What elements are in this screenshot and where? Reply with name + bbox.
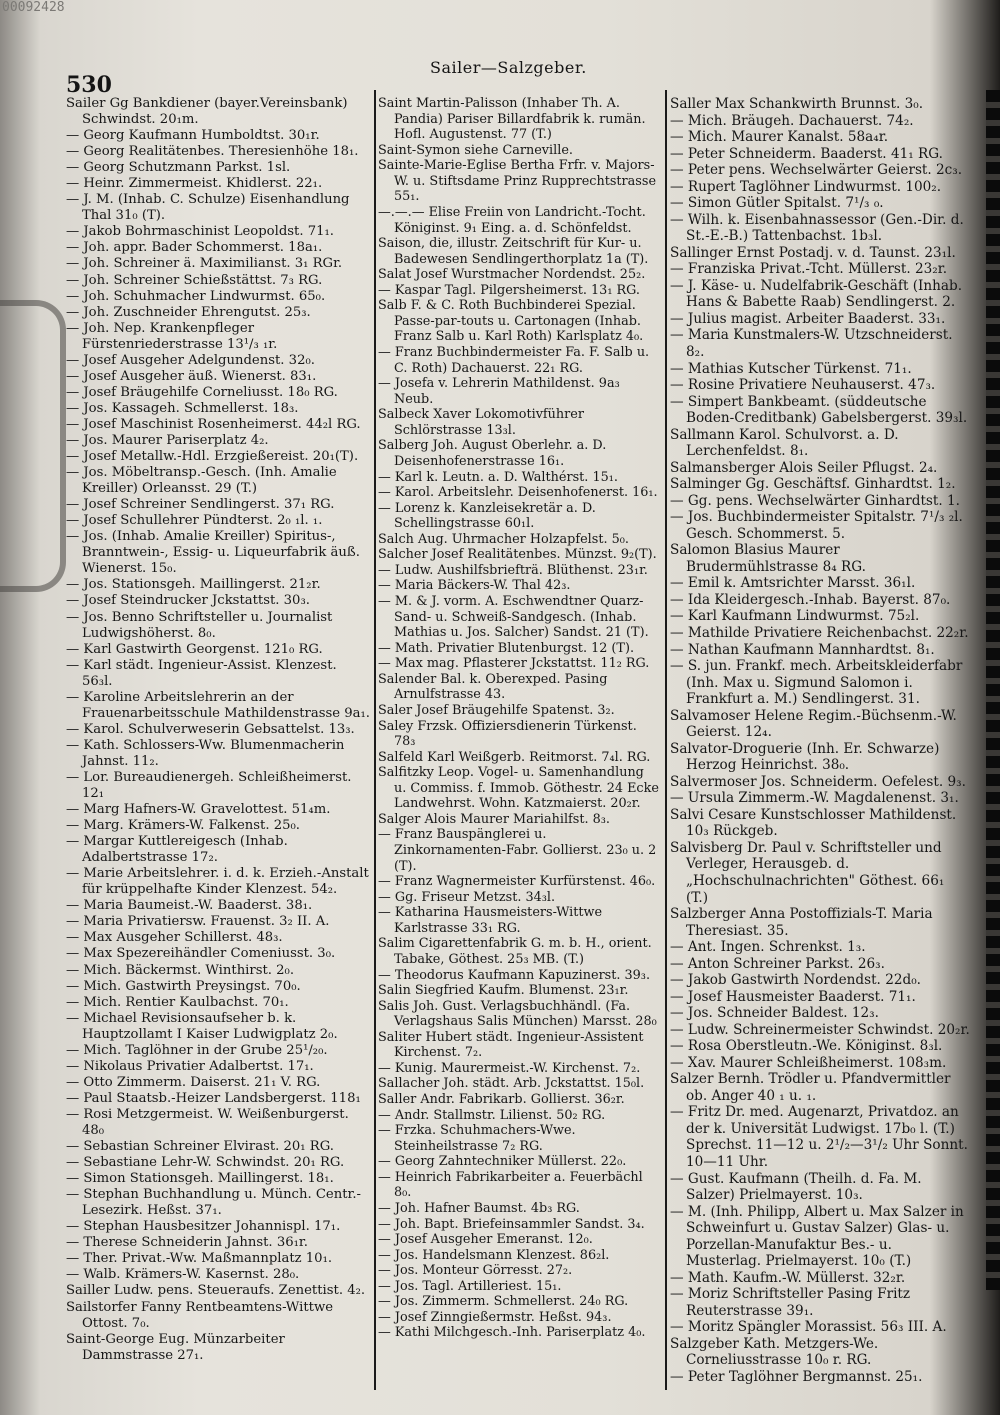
directory-entry: — Gg. pens. Wechselwärter Ginhardtst. 1. [670,492,960,509]
directory-entry: — Marg Hafners-W. Gravelottest. 51₄m. [66,802,331,818]
column-2 [378,96,660,1341]
directory-entry: — Franz Bauspänglerei u. Zinkornamenten-Fabr. Gollierst. 23₀ u. 2 (T). [378,827,657,874]
directory-entry: — Mich. Maurer Kanalst. 58a₄r. [670,129,889,146]
directory-entry: Salvator-Droguerie (Inh. Er. Schwarze) Herzog Heinrichst. 38₀. [670,740,940,774]
directory-entry: — Joh. appr. Bader Schommerst. 18a₁. [66,240,323,256]
directory-entry: Sailler Ludw. pens. Steueraufs. Zenettist. 4₂. [66,1283,366,1299]
directory-entry: — S. jun. Frankf. mech. Arbeitskleiderfabr (Inh. Max u. Sigmund Salomon i. Frankfurt a. M.) Sendlingerst. 31. [670,658,963,708]
directory-entry: Salvermoser Jos. Schneiderm. Oefelest. 9₃. [670,773,966,790]
directory-entry: — Josefa v. Lehrerin Mathildenst. 9a₃ Neub. [378,376,620,407]
directory-entry: — Mich. Rentier Kaulbachst. 70₁. [66,994,289,1010]
directory-entry: Salmansberger Alois Seiler Pflugst. 2₄. [670,459,938,476]
directory-entry: — Ther. Privat.-Ww. Maßmannplatz 10₁. [66,1251,333,1267]
directory-entry: Salbeck Xaver Lokomotivführer Schlörstrasse 13₃l. [378,407,584,438]
directory-entry: — Josef Bräugehilfe Corneliusst. 18₀ RG. [66,384,338,400]
directory-entry: — Jos. (Inhab. Amalie Kreiller) Spiritus-, Branntwein-, Essig- u. Liqueurfabrik äuß. Wienerst. 15₀. [66,529,360,577]
directory-entry: — Joh. Schreiner ä. Maximilianst. 3₁ RGr. [66,256,343,272]
directory-entry: Sallinger Ernst Postadj. v. d. Taunst. 23₁l. [670,244,956,261]
directory-entry: — Rosi Metzgermeist. W. Weißenburgerst. 48₀ [66,1106,349,1138]
directory-entry: — M. (Inh. Philipp, Albert u. Max Salzer in Schweinfurt u. Gustav Salzer) Glas- u. Porzellan-Manufaktur Bes.- u. Musterlag. Prielmayerst. 10₀ (T.) [670,1203,964,1270]
directory-entry: — Wilh. k. Eisenbahnassessor (Gen.-Dir. d. St.-E.-B.) Tattenbachst. 1b₃l. [670,211,964,245]
directory-entry: Salberg Joh. August Oberlehr. a. D. Deisenhofenerstrasse 16₁. [378,438,607,469]
directory-entry: — Jos. Zimmerm. Schmellerst. 24₀ RG. [378,1294,629,1310]
directory-entry: — Paul Staatsb.-Heizer Landsbergerst. 118₁ [66,1090,361,1106]
directory-entry: — Joh. Schreiner Schießstättst. 7₃ RG. [66,272,323,288]
directory-entry: — Anton Schreiner Parkst. 26₃. [670,955,885,972]
directory-entry: — Moriz Schriftsteller Pasing Fritz Reuterstrasse 39₁. [670,1286,911,1319]
directory-entry: — Josef Schreiner Sendlingerst. 37₁ RG. [66,497,335,513]
column-3 [670,96,970,1385]
directory-entry: Saint Martin-Palisson (Inhaber Th. A. Pandia) Pariser Billardfabrik k. rumän. Hofl. Augustenst. 77 (T.) [378,96,646,143]
directory-entry: Salvamoser Helene Regim.-Büchsenm.-W. Geierst. 12₄. [670,707,957,741]
running-head: Sailer—Salzgeber. [430,58,587,77]
directory-entry: — Sebastian Schreiner Elvirast. 20₁ RG. [66,1139,334,1155]
directory-entry: — Sebastiane Lehr-W. Schwindst. 20₁ RG. [66,1155,345,1171]
directory-entry: — Joh. Hafner Baumst. 4b₃ RG. [378,1200,580,1216]
directory-entry: — Joh. Schuhmacher Lindwurmst. 65₀. [66,288,326,304]
directory-entry: — Jos. Kassageh. Schmellerst. 18₃. [66,400,299,416]
directory-entry: — Jakob Gastwirth Nordendst. 22d₀. [670,972,921,989]
directory-entry: Saint-Symon siehe Carneville. [378,142,573,158]
directory-entry: — Jos. Möbeltransp.-Gesch. (Inh. Amalie Kreiller) Orleansst. 29 (T.) [66,465,337,497]
directory-entry: Salis Joh. Gust. Verlagsbuchhändl. (Fa. Verlagshaus Salis München) Marsst. 28₀ [378,998,657,1030]
directory-entry: — Georg Schutzmann Parkst. 1sl. [66,160,291,176]
directory-entry: Saliter Hubert städt. Ingenieur-Assistent Kirchenst. 7₂. [378,1029,644,1061]
directory-entry: Salminger Gg. Geschäftsf. Ginhardtst. 1₂. [670,476,956,493]
directory-entry: — Josef Hausmeister Baaderst. 71₁. [670,988,916,1005]
directory-entry: — Frzka. Schuhmachers-Wwe. Steinheilstrasse 7₂ RG. [378,1123,576,1154]
directory-entry: — Lor. Bureaudienergeh. Schleißheimerst. 12₁ [66,769,352,802]
directory-entry: — Xav. Maurer Schleißheimerst. 108₃m. [670,1054,947,1071]
book-edge-strip [986,90,1000,1290]
directory-entry: — Maria Kunstmalers-W. Utzschneiderst. 8₂. [670,327,953,360]
directory-entry: — Jos. Stationsgeh. Maillingerst. 21₂r. [66,577,321,593]
directory-entry: Salb F. & C. Roth Buchbinderei Spezial. Passe-par-touts u. Cartonagen (Inhab. Franz Salb u. Karl Roth) Karlsplatz 4₀. [378,298,644,345]
directory-entry: Salfeld Karl Weißgerb. Reitmorst. 7₄l. RG. [378,749,651,765]
directory-entry: — Kath. Schlossers-Ww. Blumenmacherin Jahnst. 11₂. [66,737,345,769]
directory-entry: — Karl Kaufmann Lindwurmst. 75₂l. [670,608,920,625]
directory-entry: — Stephan Hausbesitzer Johannispl. 17₁. [66,1219,341,1235]
directory-entry: — Nathan Kaufmann Mannhardtst. 8₁. [670,641,935,658]
directory-entry: — Ursula Zimmerm.-W. Magdalenenst. 3₁. [670,790,959,807]
directory-entry: — Jos. Tagl. Artilleriest. 15₁. [378,1278,562,1294]
directory-entry: — Josef Ausgeher Emeranst. 12₀. [378,1232,593,1248]
directory-entry: — Josef Steindrucker Jckstattst. 30₃. [66,593,310,609]
directory-entry: — Jos. Benno Schriftsteller u. Journalist Ludwigshöherst. 8₀. [66,609,333,641]
directory-entry: — Marg. Krämers-W. Falkenst. 25₀. [66,818,300,834]
directory-entry: — Gust. Kaufmann (Theilh. d. Fa. M. Salzer) Prielmayerst. 10₃. [670,1170,922,1204]
directory-entry: Saler Josef Bräugehilfe Spatenst. 3₂. [378,702,615,718]
directory-entry: Saison, die, illustr. Zeitschrift für Kur- u. Badewesen Sendlingerthorplatz 1a (T). [378,236,649,267]
directory-entry: — Karl k. Leutn. a. D. Walthérst. 15₁. [378,469,618,485]
directory-entry: — Karol. Schulverweserin Gebsattelst. 13₃. [66,721,355,737]
column-rule-2 [665,90,667,1390]
directory-entry: — Peter Taglöhner Bergmannst. 25₁. [670,1368,923,1385]
directory-entry: Salim Cigarettenfabrik G. m. b. H., orient. Tabake, Göthest. 25₃ MB. (T.) [378,936,652,967]
directory-entry: — Simon Stationsgeh. Maillingerst. 18₁. [66,1171,334,1187]
directory-entry: Sallmann Karol. Schulvorst. a. D. Lerchenfeldst. 8₁. [670,426,899,460]
directory-entry: — Fritz Dr. med. Augenarzt, Privatdoz. an der k. Universität Ludwigst. 17b₀ l. (T.) Sprechst. 11—12 u. 2¹/₂—3¹/₂ Uhr Sonnt. 10—11 Uhr. [670,1104,968,1170]
directory-entry: — Simpert Bankbeamt. (süddeutsche Boden-Creditbank) Gabelsbergerst. 39₃l. [670,393,968,427]
directory-entry: — Karl städt. Ingenieur-Assist. Klenzest. 56₃l. [66,657,337,689]
directory-entry: — Heinrich Fabrikarbeiter a. Feuerbächl 8₀. [378,1169,643,1201]
directory-entry: — Joh. Zuschneider Ehrengutst. 25₃. [66,304,311,320]
directory-entry: — Andr. Stallmstr. Lilienst. 50₂ RG. [378,1107,606,1123]
directory-entry: — Moritz Spängler Morassist. 56₃ III. A. [670,1319,947,1336]
directory-entry: — J. M. (Inhab. C. Schulze) Eisenhandlung Thal 31₀ (T). [66,192,350,224]
directory-entry: — Peter pens. Wechselwärter Geierst. 2c₃. [670,162,963,179]
directory-entry: Salzberger Anna Postoffizials-T. Maria Theresiast. 35. [670,906,933,939]
directory-entry: Salzgeber Kath. Metzgers-We. Corneliusstrasse 10₀ r. RG. [670,1335,879,1369]
directory-entry: — Georg Zahntechniker Müllerst. 22₀. [378,1154,627,1170]
directory-entry: — Theodorus Kaufmann Kapuzinerst. 39₃. [378,967,651,983]
directory-entry: Sailer Gg Bankdiener (bayer.Vereinsbank) Schwindst. 20₁m. [66,96,348,128]
directory-entry: — Mich. Bäckermst. Winthirst. 2₀. [66,962,295,978]
directory-entry: — Katharina Hausmeisters-Wittwe Karlstrasse 33₁ RG. [378,905,603,936]
directory-entry: Salch Aug. Uhrmacher Holzapfelst. 5₀. [378,531,629,547]
directory-entry: Sallacher Joh. städt. Arb. Jckstattst. 15₀l. [378,1076,645,1092]
directory-entry: Saller Andr. Fabrikarb. Gollierst. 36₂r. [378,1092,625,1107]
page-number: 530 [66,72,112,98]
directory-entry: Salin Siegfried Kaufm. Blumenst. 23₁r. [378,983,629,999]
directory-entry: Sailstorfer Fanny Rentbeamtens-Wittwe Ottost. 7₀. [66,1299,334,1331]
directory-entry: — Mich. Taglöhner in der Grube 25¹/₂₀. [66,1042,328,1058]
directory-entry: — Lorenz k. Kanzleisekretär a. D. Schellingstrasse 60₁l. [378,500,596,532]
directory-entry: — Josef Schullehrer Pündterst. 2₀ ₁l. ₁. [66,513,323,529]
directory-entry: Salfitzky Leop. Vogel- u. Samenhandlung u. Commiss. f. Immob. Göthestr. 24 Ecke Landwehrst. Wohn. Katzmaierst. 20₂r. [378,765,659,812]
directory-entry: Salender Bal. k. Oberexped. Pasing Arnulfstrasse 43. [378,671,608,703]
directory-entry: — Emil k. Amtsrichter Marsst. 36₁l. [670,575,916,592]
directory-entry: — Ludw. Aushilfsbriefträ. Blüthenst. 23₁r. [378,562,648,578]
directory-entry: Salzer Bernh. Trödler u. Pfandvermittler ob. Anger 40 ₁ u. ₁. [670,1071,951,1104]
directory-entry: — Jos. Monteur Görresst. 27₂. [378,1263,573,1279]
directory-entry: — Karl Gastwirth Georgenst. 121₀ RG. [66,641,323,657]
directory-entry: — M. & J. vorm. A. Eschwendtner Quarz-Sand- u. Schweiß-Sandgesch. (Inhab. Mathias u. Jos. Salcher) Sandst. 21 (T). [378,594,649,641]
directory-entry: — Franz Buchbindermeister Fa. F. Salb u. C. Roth) Dachauerst. 22₁ RG. [378,345,650,376]
directory-entry: — Max Ausgeher Schillerst. 48₃. [66,930,283,946]
directory-entry: — Jakob Bohrmaschinist Leopoldst. 71₁. [66,224,334,240]
directory-entry: — Maria Privatiersw. Frauenst. 3₂ II. A. [66,914,330,930]
directory-entry: — Maria Baumeist.-W. Baaderst. 38₁. [66,898,313,914]
directory-entry: — Josef Maschinist Rosenheimerst. 44₂l RG. [66,416,361,432]
directory-entry: Salcher Josef Realitätenbes. Münzst. 9₂(T). [378,547,657,563]
directory-entry: — Georg Realitätenbes. Theresienhöhe 18₁. [66,144,359,160]
directory-entry: — Karoline Arbeitslehrerin an der Frauenarbeitsschule Mathildenstrasse 9a₁. [66,689,370,721]
directory-entry: — Max Spezereihändler Comeniusst. 3₀. [66,946,336,962]
directory-entry: Saley Frzsk. Offiziersdienerin Türkenst. 78₃ [378,718,637,750]
directory-entry: — Joh. Bapt. Briefeinsammler Sandst. 3₄. [378,1216,645,1232]
directory-entry: — Kunig. Maurermeist.-W. Kirchenst. 7₂. [378,1060,641,1076]
directory-entry: — Josef Ausgeher äuß. Wienerst. 83₁. [66,368,317,384]
directory-entry: — Franziska Privat.-Tcht. Müllerst. 23₂r. [670,261,948,278]
binder-clip-shadow [0,300,66,592]
directory-entry: — Mich. Gastwirth Preysingst. 70₀. [66,978,301,994]
directory-entry: — Simon Gütler Spitalst. 7¹/₃ ₀. [670,195,884,212]
directory-entry: — Kaspar Tagl. Pilgersheimerst. 13₁ RG. [378,282,640,298]
directory-entry: — Margar Kuttlereigesch (Inhab. Adalbertstrasse 17₂. [66,834,288,866]
directory-entry: — Nikolaus Privatier Adalbertst. 17₁. [66,1058,314,1074]
directory-entry: — Julius magist. Arbeiter Baaderst. 33₁. [670,310,946,327]
column-rule-1 [374,90,376,1390]
directory-entry: — Maria Bäckers-W. Thal 42₃. [378,578,571,594]
directory-entry: — Jos. Handelsmann Klenzest. 86₂l. [378,1247,610,1263]
directory-entry: Saller Max Schankwirth Brunnst. 3₀. [670,96,924,112]
directory-entry: — Jos. Maurer Pariserplatz 4₂. [66,432,269,448]
directory-entry: Salomon Blasius Maurer Brudermühlstrasse 8₄ RG. [670,542,866,575]
directory-entry: Sainte-Marie-Eglise Bertha Frfr. v. Majors-W. u. Stiftsdame Prinz Rupprechtstrasse 55₁. [378,158,657,205]
directory-entry: — Ant. Ingen. Schrenkst. 1₃. [670,939,866,956]
directory-entry: — Math. Kaufm.-W. Müllerst. 32₂r. [670,1269,906,1286]
directory-entry: Salger Alois Maurer Mariahilfst. 8₃. [378,811,610,827]
directory-entry: — Peter Schneiderm. Baaderst. 41₁ RG. [670,145,943,162]
directory-entry: — Josef Zinngießermstr. Heßst. 94₃. [378,1309,612,1325]
scan-id: 00092428 [2,0,65,15]
directory-entry: — Max mag. Pflasterer Jckstattst. 11₂ RG. [378,656,650,672]
directory-entry: — Heinr. Zimmermeist. Khidlerst. 22₁. [66,176,323,192]
directory-entry: — Otto Zimmerm. Daiserst. 21₁ V. RG. [66,1074,321,1090]
directory-entry: — Rosa Oberstleutn.-We. Königinst. 8₃l. [670,1038,943,1055]
directory-entry: — Gg. Friseur Metzst. 34₃l. [378,889,556,905]
directory-entry: — Joh. Nep. Krankenpfleger Fürstenriederstrasse 13¹/₃ ₁r. [66,320,278,352]
directory-entry: Salvisberg Dr. Paul v. Schriftsteller und Verleger, Herausgeb. d. „Hochschulnachrichten" Göthest. 66₁ (T.) [670,839,945,906]
directory-entry: — Josef Metallw.-Hdl. Erzgießereist. 20₁(T). [66,449,359,465]
directory-entry: — Ida Kleidergesch.-Inhab. Bayerst. 87₀. [670,591,951,608]
directory-entry: — J. Käse- u. Nudelfabrik-Geschäft (Inhab. Hans & Babette Raab) Sendlingerst. 2. [670,277,963,311]
directory-entry: — Mathilde Privatiere Reichenbachst. 22₂r. [670,625,969,641]
directory-entry: — Georg Kaufmann Humboldtst. 30₁r. [66,128,320,144]
directory-entry: — Marie Arbeitslehrer. i. d. k. Erzieh.-Anstalt für krüppelhafte Kinder Klenzest. 54₂. [66,866,369,898]
directory-entry: — Therese Schneiderin Jahnst. 36₁r. [66,1235,308,1251]
directory-entry: Salat Josef Wurstmacher Nordendst. 25₂. [378,267,646,283]
directory-entry: —.—.— Elise Freiin von Landricht.-Tocht. Königinst. 9₁ Eing. a. d. Schönfeldst. [378,204,646,236]
directory-entry: Salvi Cesare Kunstschlosser Mathildenst. 10₃ Rückgeb. [670,806,957,840]
directory-entry: — Josef Ausgeher Adelgundenst. 32₀. [66,352,315,368]
directory-entry: — Kathi Milchgesch.-Inh. Pariserplatz 4₀. [378,1325,646,1341]
directory-entry: — Karol. Arbeitslehr. Deisenhofenerst. 16₁. [378,485,658,501]
directory-entry: — Rosine Privatiere Neuhauserst. 47₃. [670,377,936,394]
directory-entry: — Ludw. Schreinermeister Schwindst. 20₂r. [670,1021,970,1038]
directory-entry: — Mich. Bräugeh. Dachauerst. 74₂. [670,112,914,129]
directory-entry: — Math. Privatier Blutenburgst. 12 (T). [378,640,635,656]
directory-entry: — Michael Revisionsaufseher b. k. Hauptzollamt I Kaiser Ludwigplatz 2₀. [66,1010,338,1042]
directory-entry: — Jos. Schneider Baldest. 12₃. [670,1005,879,1022]
directory-entry: — Jos. Buchbindermeister Spitalstr. 7¹/₃ ₂l. Gesch. Schommerst. 5. [670,509,963,542]
directory-entry: — Mathias Kutscher Türkenst. 71₁. [670,360,912,377]
column-1 [66,96,370,1364]
directory-entry: — Rupert Taglöhner Lindwurmst. 100₂. [670,178,942,195]
directory-entry: — Walb. Krämers-W. Kasernst. 28₀. [66,1267,300,1283]
directory-entry: Saint-George Eug. Münzarbeiter Dammstrasse 27₁. [66,1331,285,1363]
directory-entry: — Stephan Buchhandlung u. Münch. Centr.-Lesezirk. Heßst. 37₁. [66,1187,362,1219]
directory-entry: — Franz Wagnermeister Kurfürstenst. 46₀. [378,874,656,890]
